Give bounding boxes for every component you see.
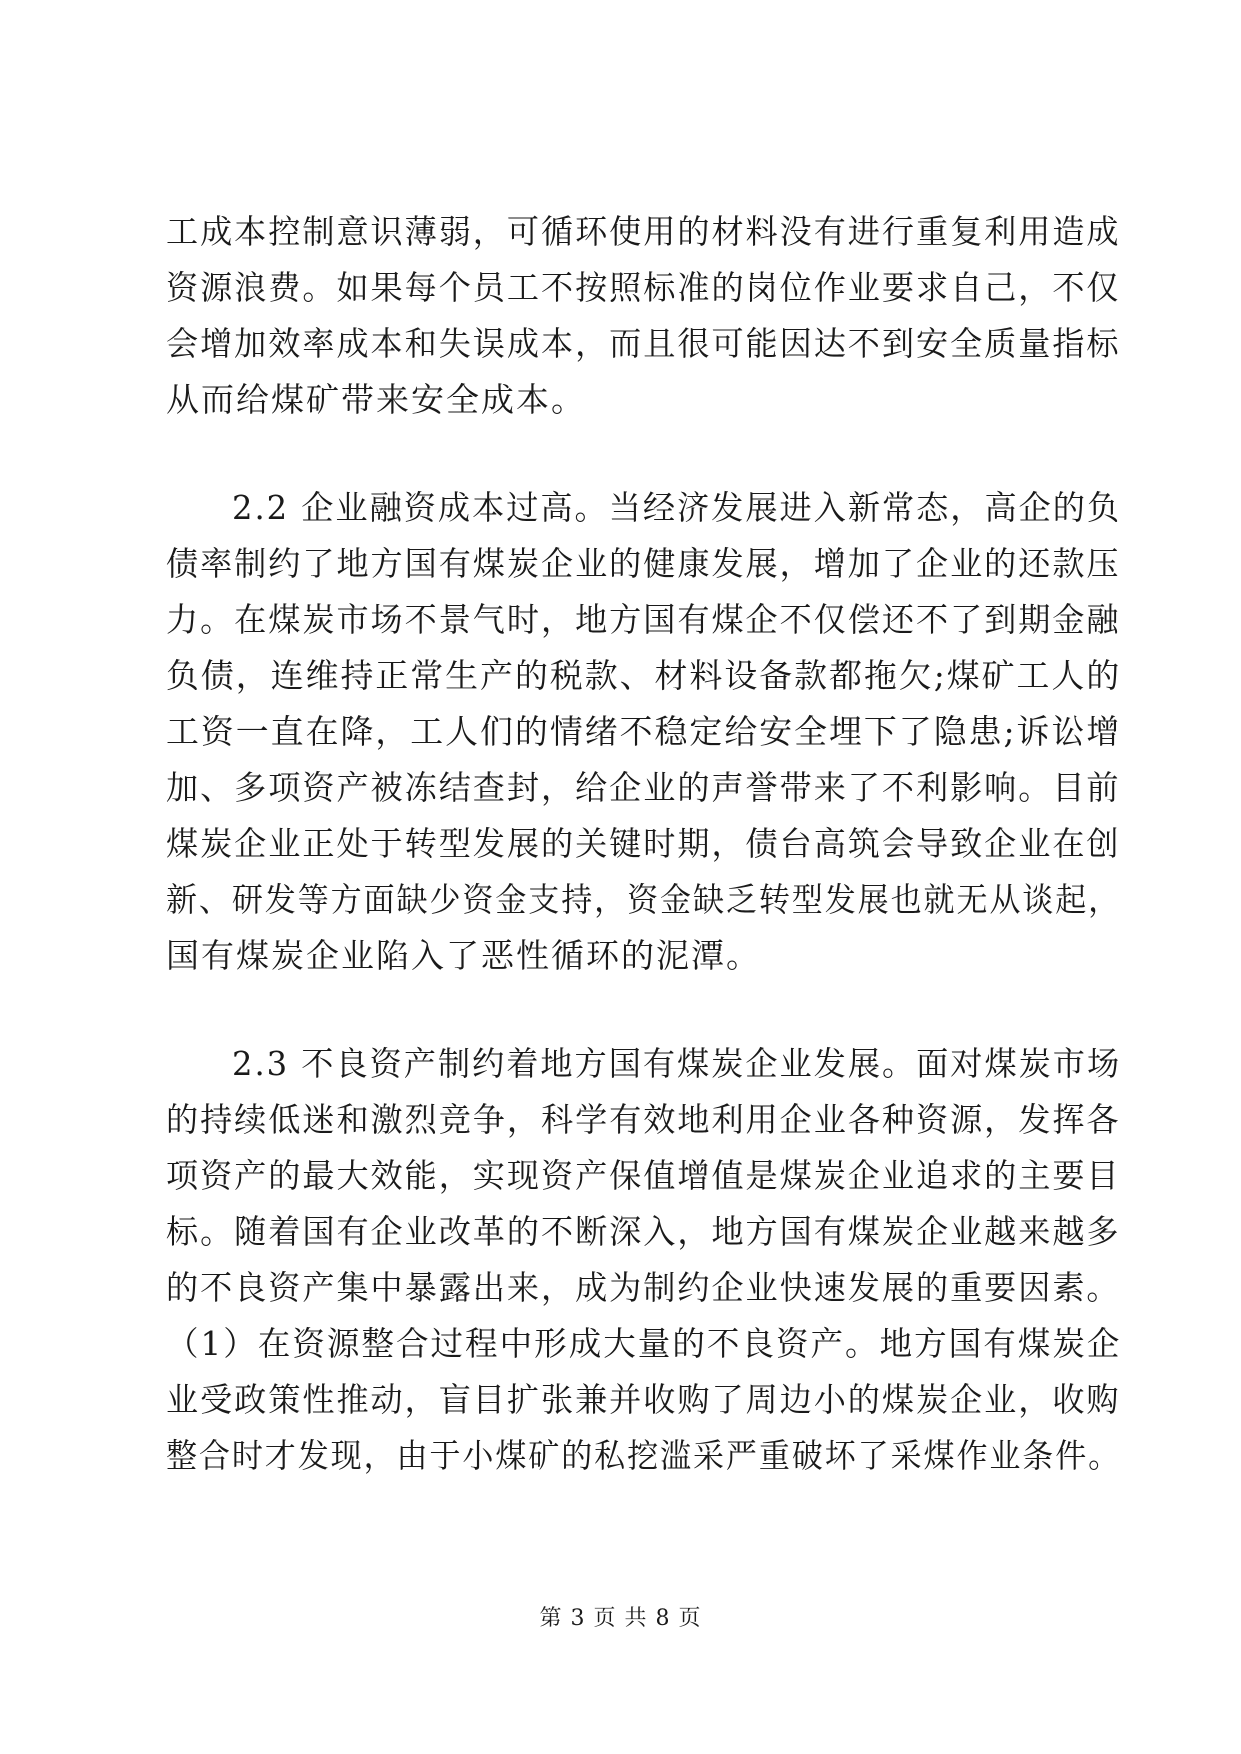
body-line-6: 债率制约了地方国有煤炭企业的健康发展，增加了企业的还款压 <box>166 544 1121 583</box>
body-line-19: （1）在资源整合过程中形成大量的不良资产。地方国有煤炭企 <box>166 1324 1122 1363</box>
body-line-11: 煤炭企业正处于转型发展的关键时期，债台高筑会导致企业在创 <box>166 824 1121 863</box>
page-number-footer: 第 3 页 共 8 页 <box>539 1606 702 1631</box>
body-line-4: 从而给煤矿带来安全成本。 <box>166 380 586 419</box>
body-line-21: 整合时才发现，由于小煤矿的私挖滥采严重破坏了采煤作业条件。 <box>166 1436 1122 1475</box>
section-2-2-heading-line: 2.2 企业融资成本过高。当经济发展进入新常态，高企的负 <box>232 488 1122 527</box>
body-line-10: 加、多项资产被冻结查封，给企业的声誉带来了不利影响。目前 <box>166 768 1121 807</box>
body-line-12: 新、研发等方面缺少资金支持，资金缺乏转型发展也就无从谈起， <box>166 880 1122 919</box>
body-line-7: 力。在煤炭市场不景气时，地方国有煤企不仅偿还不了到期金融 <box>166 600 1121 639</box>
section-2-3-heading-line: 2.3 不良资产制约着地方国有煤炭企业发展。面对煤炭市场 <box>232 1044 1122 1083</box>
body-line-13: 国有煤炭企业陷入了恶性循环的泥潭。 <box>166 936 761 975</box>
body-line-8: 负债，连维持正常生产的税款、材料设备款都拖欠;煤矿工人的 <box>166 656 1122 695</box>
body-line-20: 业受政策性推动，盲目扩张兼并收购了周边小的煤炭企业，收购 <box>166 1380 1121 1419</box>
body-line-17: 标。随着国有企业改革的不断深入，地方国有煤炭企业越来越多 <box>166 1212 1121 1251</box>
body-line-18: 的不良资产集中暴露出来，成为制约企业快速发展的重要因素。 <box>166 1268 1121 1307</box>
body-line-2: 资源浪费。如果每个员工不按照标准的岗位作业要求自己，不仅 <box>166 268 1121 307</box>
body-line-15: 的持续低迷和激烈竞争，科学有效地利用企业各种资源，发挥各 <box>166 1100 1121 1139</box>
body-line-1: 工成本控制意识薄弱，可循环使用的材料没有进行重复利用造成 <box>166 212 1121 251</box>
body-line-16: 项资产的最大效能，实现资产保值增值是煤炭企业追求的主要目 <box>166 1156 1121 1195</box>
body-line-9: 工资一直在降，工人们的情绪不稳定给安全埋下了隐患;诉讼增 <box>166 712 1122 751</box>
body-line-3: 会增加效率成本和失误成本，而且很可能因达不到安全质量指标 <box>166 324 1121 363</box>
